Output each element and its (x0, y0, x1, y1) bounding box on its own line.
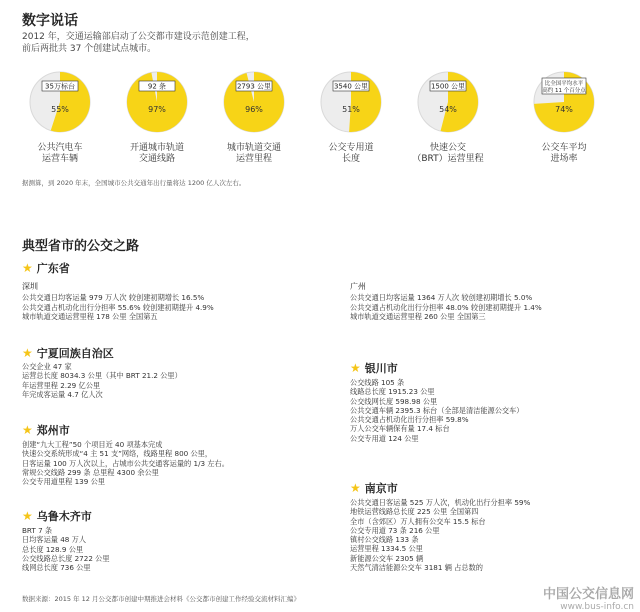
pie-svg (216, 64, 292, 140)
pie-value-label: 35万标台 (45, 82, 75, 91)
stat-line: 全市（含郊区）万人拥有公交车 15.5 标台 (350, 516, 486, 526)
stat-line: 快速公交系统形成“4 主 51 支”网络，线路里程 800 公里， (22, 449, 213, 459)
stat-line: 年运营里程 2.29 亿公里 (22, 380, 101, 390)
star-icon: ★ (22, 261, 33, 275)
region-yinchuan-title (350, 360, 398, 376)
stat-line: 运营里程 1334.5 公里 (350, 544, 423, 554)
stat-line: 公共交通日均客运量 979 万人次 较创建初期增长 16.5% (22, 293, 205, 303)
stat-line: 公交线网长度 598.98 公里 (350, 396, 438, 406)
stat-line: 公共交通占机动化出行分担率 59.8% (350, 415, 469, 425)
pie-chart (301, 64, 401, 165)
stat-line: 公共交通占机动化出行分担率 55.6% 较创建初期提升 4.9% (22, 302, 214, 312)
pie-value-label: 2793 公里 (236, 82, 272, 91)
pie-chart (10, 64, 110, 165)
footnote: 据测算，到 2020 年末，全国城市公共交通年出行量将达 1200 亿人次左右。 (22, 179, 246, 187)
stat-line: 日客运量 100 万人次以上，占城市公共交通客运量的 1/3 左右。 (22, 458, 229, 468)
stat-line: BRT 7 条 (22, 526, 53, 535)
star-icon: ★ (350, 361, 361, 375)
pie-percent-label: 55% (51, 105, 69, 114)
pie-svg (410, 64, 486, 140)
pie-caption: 城市轨道交通 运营里程 (226, 143, 281, 164)
page-title: 数字说话 (22, 13, 78, 29)
pie-caption: 公交专用道 长度 (328, 143, 374, 164)
pie-caption: 开通城市轨道 交通线路 (129, 143, 184, 164)
pie-percent-label: 97% (148, 105, 166, 114)
pie-svg (22, 64, 98, 140)
pie-svg (526, 64, 602, 140)
pie-chart (398, 64, 498, 165)
region-nanjing-title (350, 480, 398, 496)
pie-value-label: 3540 公里 (333, 82, 369, 91)
urumqi-block (22, 526, 110, 572)
stat-line: 公交线路 105 条 (350, 378, 405, 387)
stat-line: 公交专用道 73 条 216 公里 (350, 525, 440, 535)
pie-svg (313, 64, 389, 140)
region-ningxia-title (22, 345, 114, 361)
stat-line: 公共交通日均客运量 1364 万人次 较创建初期增长 5.0% (350, 293, 533, 303)
region-zhengzhou-title (22, 422, 70, 438)
source-note: 数据来源：2015 年 12 月公交都市创建中期推进会材料《公交都市创建工作经验交流材料汇编》 (22, 595, 301, 603)
pie-percent-label: 74% (555, 105, 573, 114)
stat-line: 线网总长度 736 公里 (22, 563, 91, 573)
stat-line: 天然气清洁能源公交车 3181 辆 占总数的 (350, 563, 483, 573)
stat-line: 公共交通日客运量 525 万人次，机动化出行分担率 59% (350, 498, 531, 507)
pie-chart (514, 64, 614, 165)
region-name: 银川市 (364, 362, 398, 375)
stat-line: 镇村公交线路 133 条 (350, 535, 419, 545)
region-name: 乌鲁木齐市 (36, 510, 92, 523)
stat-line: 常规公交线路 299 条 总里程 4300 余公里 (22, 467, 159, 477)
stat-line: 日均客运量 48 万人 (22, 535, 87, 545)
stat-line: 公共交通占机动化出行分担率 48.0% 较创建初期提升 1.4% (350, 302, 542, 312)
stat-line: 公交企业 47 家 (22, 362, 72, 371)
stat-line: 城市轨道交通运营里程 260 公里 全国第三 (350, 311, 486, 321)
stat-line: 公交专用道 124 公里 (350, 433, 419, 443)
pie-percent-label: 96% (245, 105, 263, 114)
pie-value-label: 比全国平均水平 (544, 81, 584, 87)
pie-chart (204, 64, 304, 165)
region-guangdong-title (22, 260, 70, 276)
pie-caption: 公共汽电车 运营车辆 (37, 143, 83, 164)
stat-line: 线路总长度 1915.23 公里 (350, 387, 435, 397)
pie-chart (107, 64, 207, 165)
pie-percent-label: 51% (342, 105, 360, 114)
stat-line: 城市轨道交通运营里程 178 公里 全国第五 (22, 311, 158, 321)
city-name: 深圳 (22, 282, 38, 291)
star-icon: ★ (22, 346, 33, 360)
stat-line: 地铁运营线路总长度 225 公里 全国第四 (350, 507, 479, 517)
stat-line: 公共交通车辆 2395.3 标台（全部是清洁能源公交车） (350, 405, 524, 415)
star-icon: ★ (22, 509, 33, 523)
zhengzhou-block (22, 440, 229, 486)
watermark-url: www.bus-info.cn (560, 602, 634, 612)
intro-text (22, 31, 255, 55)
stat-line: 年完成客运量 4.7 亿人次 (22, 389, 103, 399)
pie-value-label: 1500 公里 (430, 82, 466, 91)
region-name: 宁夏回族自治区 (36, 347, 114, 360)
nanjing-block (350, 498, 530, 572)
pie-value-label: 92 条 (147, 82, 167, 91)
star-icon: ★ (22, 423, 33, 437)
stat-line: 公交专用道里程 139 公里 (22, 477, 105, 487)
stat-line: 公交线路总长度 2722 公里 (22, 553, 110, 563)
region-urumqi-title (22, 508, 92, 524)
pie-percent-label: 54% (439, 105, 457, 114)
intro-line-2: 前后两批共 37 个创建试点城市。 (22, 44, 157, 54)
city-name: 广州 (350, 282, 366, 291)
guangzhou-block (350, 282, 542, 321)
region-name: 广东省 (36, 262, 70, 275)
section-title: 典型省市的公交之路 (22, 239, 140, 254)
stat-line: 万人公交车辆保有量 17.4 标台 (350, 424, 450, 434)
yinchuan-block (350, 378, 523, 443)
pie-svg (119, 64, 195, 140)
stat-line: 运营总长度 8034.3 公里（其中 BRT 21.2 公里） (22, 371, 182, 381)
region-name: 郑州市 (36, 424, 70, 437)
stat-line: 新能源公交车 2305 辆 (350, 553, 424, 563)
stat-line: 创建“九大工程”50 个项目近 40 项基本完成 (22, 440, 163, 449)
pie-caption: 公交车平均 进场率 (541, 143, 587, 164)
region-name: 南京市 (364, 482, 398, 495)
shenzhen-block (22, 282, 214, 321)
star-icon: ★ (350, 481, 361, 495)
stat-line: 总长度 128.9 公里 (22, 544, 84, 554)
ningxia-block (22, 362, 182, 399)
pie-caption: 快速公交 （BRT）运营里程 (412, 143, 484, 164)
pie-value-label: 高约 11 个百分点 (542, 88, 586, 94)
watermark-text: 中国公交信息网 (542, 587, 634, 602)
intro-line-1: 2012 年，交通运输部启动了公交都市建设示范创建工程， (22, 32, 255, 42)
